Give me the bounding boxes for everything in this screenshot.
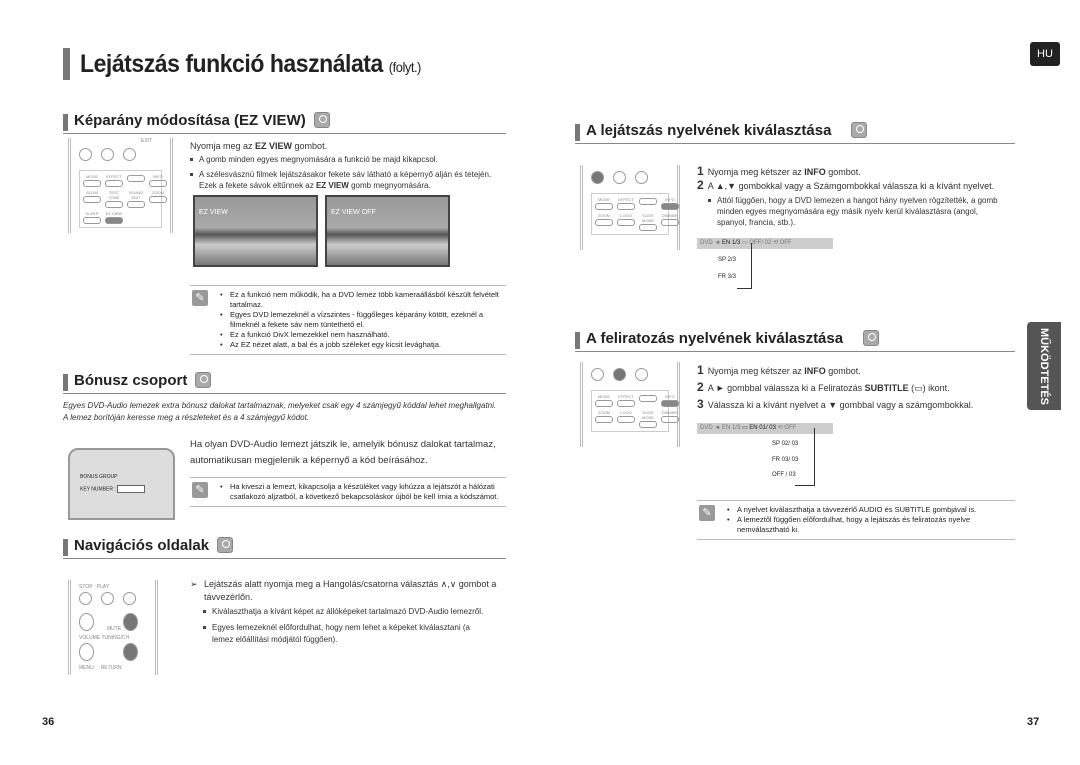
list-item: Egyes lemezeknél előfordulhat, hogy nem lehet a képeket kiválasztani (a lemez előállítási módjától függően). xyxy=(203,622,493,646)
section-title: Képarány módosítása (EZ VIEW) xyxy=(74,112,306,129)
remote-label: EFFECT xyxy=(106,174,122,179)
stop-icon xyxy=(101,592,114,605)
remote-button-icon xyxy=(591,171,604,184)
tuning-up-icon xyxy=(123,613,138,631)
section-audio-language xyxy=(575,122,1015,144)
step-1: 1 Nyomja meg kétszer az INFO gombot. xyxy=(697,164,861,178)
remote-label: INFO xyxy=(153,174,163,179)
title-suffix: (folyt.) xyxy=(388,59,421,75)
note-pencil-icon: ✎ xyxy=(192,290,208,306)
nav-step: ➢ Lejátszás alatt nyomja meg a Hangolás/csatorna választás ∧,∨ gombot a távvezérlőn. xyxy=(190,579,497,602)
step-2: 2 A ► gombbal válassza ki a Feliratozás SUBTITLE (▭) ikont. xyxy=(697,380,950,394)
cycle-arrow xyxy=(795,428,815,486)
page-title xyxy=(80,50,421,79)
volume-down-icon xyxy=(79,643,94,661)
remote-label: TUNING/CH xyxy=(101,635,130,641)
ez-intro: Nyomja meg az EZ VIEW gombot. xyxy=(190,141,328,151)
side-tab: MŰKÖDTETÉS xyxy=(1027,322,1061,410)
subtitle-osd-bar: DVD ◄ EN 1/3 ▭ EN 01/ 03 ⟲ OFF xyxy=(697,423,833,434)
dvd-disc-icon xyxy=(314,112,330,128)
play-icon xyxy=(123,592,136,605)
list-item: • Egyes DVD lemezeknél a vízszintes - függőleges képarány kötött, ezeknél a filmeknél a fekete sáv nem tüntethető el. xyxy=(220,310,506,330)
remote-label: MENU xyxy=(79,665,94,671)
remote-illustration xyxy=(68,138,173,233)
exit-button-icon xyxy=(123,148,136,161)
list-item: A gomb minden egyes megnyomására a funkció be majd kikapcsol. xyxy=(190,154,500,165)
remote-label-exit: EXIT xyxy=(141,138,153,144)
ez-view-photo: EZ VIEW xyxy=(193,195,318,267)
remote-label: TEST TONE xyxy=(108,190,120,200)
audio-option: SP 2/3 xyxy=(718,257,736,263)
step-3: 3 Válassza ki a kívánt nyelvet a ▼ gombbal vagy a számgombokkal. xyxy=(697,397,974,411)
tuning-down-icon xyxy=(123,643,138,661)
volume-up-icon xyxy=(79,613,94,631)
key-number-field xyxy=(117,485,145,493)
step-1: 1 Nyomja meg kétszer az INFO gombot. xyxy=(697,363,861,377)
section-navigation xyxy=(63,537,506,559)
remote-label: ZOOM xyxy=(152,190,164,195)
dvd-audio-disc-icon xyxy=(217,537,233,553)
remote-label: VOLUME xyxy=(79,635,101,641)
remote-label: EZ VIEW xyxy=(105,211,123,216)
remote-label: PLAY xyxy=(96,584,110,590)
subtitle-steps xyxy=(697,362,1017,413)
audio-steps xyxy=(697,165,1017,193)
section-title: Navigációs oldalak xyxy=(74,537,210,554)
section-bonus xyxy=(63,372,506,394)
section-title: A feliratozás nyelvének kiválasztása xyxy=(586,330,844,347)
cycle-arrow xyxy=(737,243,752,289)
key-number-label: KEY NUMBER : xyxy=(80,486,116,493)
remote-label-mute: MUTE xyxy=(107,626,122,632)
remote-button-icon xyxy=(101,148,114,161)
subtitle-option: SP 02/ 03 xyxy=(772,441,799,447)
remote-label: SOUND EDIT xyxy=(128,190,144,200)
remote-label: MODE xyxy=(86,174,98,179)
section-subtitle-language xyxy=(575,330,1015,352)
remote-label: SLEEP xyxy=(85,211,99,216)
list-item: Kiválaszthatja a kívánt képet az állóképeket tartalmazó DVD-Audio lemezről. xyxy=(203,606,493,618)
rewind-icon xyxy=(79,592,92,605)
remote-button-icon xyxy=(635,368,648,381)
note-pencil-icon: ✎ xyxy=(699,505,715,521)
ez-bullets xyxy=(190,154,500,191)
remote-button-icon xyxy=(613,368,626,381)
remote-illustration-subtitle: MODE EFFECT INFO ZOOM LOGO SLIDE MODE DIMMER xyxy=(580,362,680,447)
bonus-screen xyxy=(68,448,175,520)
list-item: Attól függően, hogy a DVD lemezen a hangot hány nyelven rögzítették, a gomb minden egyes megnyomására egy másik nyelv kerül kiválasztásra (angol, spanyol, francia, stb.). xyxy=(708,195,1008,228)
audio-bullets xyxy=(708,195,1008,228)
title-bar xyxy=(63,48,70,80)
remote-illustration-nav xyxy=(68,580,158,675)
remote-label: SLOW xyxy=(86,190,98,195)
remote-button-icon xyxy=(613,171,626,184)
remote-button-icon xyxy=(79,148,92,161)
subtitle-option: OFF / 03 xyxy=(772,472,796,478)
nav-bullets xyxy=(203,606,493,646)
bonus-text: Ha olyan DVD-Audio lemezt játszik le, amelyik bónusz dalokat tartalmaz, automatikusan megjelenik a képernyő a kód beírásához. xyxy=(190,439,496,466)
section-title: Bónusz csoport xyxy=(74,372,188,389)
remote-illustration-audio: MODE EFFECT INFO ZOOM LOGO SLIDE MODE DIMMER xyxy=(580,165,680,250)
ez-view-off-photo: EZ VIEW OFF xyxy=(325,195,450,267)
remote-label: RETURN xyxy=(100,665,122,671)
section-title: A lejátszás nyelvének kiválasztása xyxy=(586,122,832,139)
list-item: A szélesvásznú filmek lejátszásakor fekete sáv látható a képernyő alján és tetején. Ezek a fekete sávok eltűnnek az EZ VIEW gomb megnyomására. xyxy=(190,169,500,191)
page-number-right: 37 xyxy=(1027,716,1040,728)
subtitle-notes xyxy=(697,500,1015,540)
list-item: • A nyelvet kiválaszthatja a távvezérlő AUDIO és SUBTITLE gombjával is. xyxy=(727,505,1015,515)
bonus-note xyxy=(190,477,506,507)
page-number-left: 36 xyxy=(42,716,55,728)
note-pencil-icon: ✎ xyxy=(192,482,208,498)
list-item: • Ez a funkció DivX lemezekkel nem használható. xyxy=(220,330,506,340)
title-text: Lejátszás funkció használata xyxy=(80,50,383,78)
remote-button-icon xyxy=(591,368,604,381)
list-item: • Ez a funkció nem működik, ha a DVD lemez több kameraállásból készült felvételt tartalmaz. xyxy=(220,290,506,310)
audio-osd-bar: DVD ◄ EN 1/3 ▭ OFF/ 02 ⟲ OFF xyxy=(697,238,833,249)
list-item: • Az EZ nézet alatt, a bal és a jobb széleket egy kicsit levághatja. xyxy=(220,340,506,350)
list-item: • Ha kiveszi a lemezt, kikapcsolja a készüléket vagy kihúzza a lejátszót a hálózati csatlakozó aljzatból, a következő bekapcsoláskor újból be kell írnia a kódszámot. xyxy=(220,482,506,502)
list-item: • A lemeztől függően előfordulhat, hogy a lejátszás és feliratozás nyelve nemválasztható ki. xyxy=(727,515,1015,535)
audio-option: FR 3/3 xyxy=(718,274,737,280)
bonus-intro: Egyes DVD-Audio lemezek extra bónusz dalokat tartalmaznak, melyeket csak egy 4 számjegyű kóddal lehet meghallgatni. A lemez borítóján keresse meg a részleteket és a 4 számjegyű kódot. xyxy=(63,401,497,422)
remote-button-icon xyxy=(635,171,648,184)
section-ez-view xyxy=(63,112,506,134)
osd-current: EN 1/3 xyxy=(721,240,741,246)
dvd-disc-icon xyxy=(851,122,867,138)
subtitle-option: FR 03/ 03 xyxy=(772,457,799,463)
ez-notes xyxy=(190,285,506,355)
language-badge: HU xyxy=(1030,42,1060,66)
osd-current: ▭ EN 01/ 03 xyxy=(741,425,776,431)
dvd-audio-disc-icon xyxy=(195,372,211,388)
step-2: 2 A ▲,▼ gombokkal vagy a Számgombokkal válassza ki a kívánt nyelvet. xyxy=(697,178,995,192)
bonus-screen-title: BONUS GROUP xyxy=(80,474,118,480)
dvd-disc-icon xyxy=(863,330,879,346)
remote-label: STOP xyxy=(79,584,93,590)
